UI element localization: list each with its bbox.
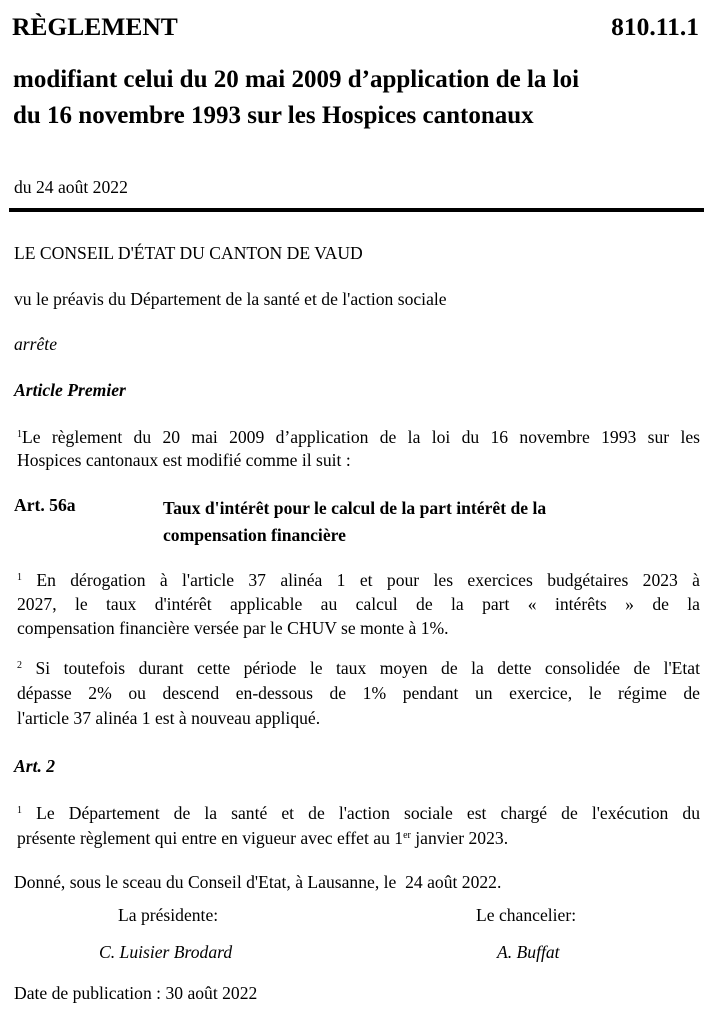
chancellor-name: A. Buffat	[497, 942, 560, 962]
article-1-paragraph: $^1$Le règlement du 20 mai 2009 d’application de la loi du 16 novembre 1993 sur les Hospices cantonaux est modifié comme il suit :	[17, 427, 700, 470]
authority: LE CONSEIL D'ÉTAT DU CANTON DE VAUD	[14, 243, 363, 263]
paragraph-number: 1	[17, 572, 22, 583]
art-56a-paragraph-2: $^2$ Si toutefois durant cette période le taux moyen de la dette consolidée de l'Etat dépasse 2% ou descend en-dessous de 1% pendant un exercice, le régime de l'article 37 alinéa 1 est à nouveau appliqué.	[17, 658, 700, 728]
paragraph-number: 1	[17, 429, 22, 440]
document-subtitle	[13, 62, 703, 134]
subtitle-line-2: du 16 novembre 1993 sur les Hospices cantonaux	[13, 102, 534, 129]
document-date: du 24 août 2022	[14, 177, 128, 197]
art-56a-title: Taux d'intérêt pour le calcul de la part intérêt de la compensation financière	[163, 498, 547, 545]
given-under-seal: Donné, sous le sceau du Conseil d'Etat, à Lausanne, le 24 août 2022.	[14, 872, 502, 892]
article-1-heading: Article Premier	[14, 380, 126, 400]
document-reference: 810.11.1	[611, 12, 699, 41]
subtitle-line-1: modifiant celui du 20 mai 2009 d’application de la loi	[13, 66, 580, 93]
paragraph-number: 2	[17, 660, 22, 671]
paragraph-number: 1	[17, 805, 22, 816]
considering: vu le préavis du Département de la santé et de l'action sociale	[14, 289, 447, 309]
article-2-paragraph: $^1$ Le Département de la santé et de l'action sociale est chargé de l'exécution du présente règlement qui entre en vigueur avec effet au 1er janvier 2023.	[17, 803, 700, 848]
header-rule	[9, 208, 704, 212]
publication-date: Date de publication : 30 août 2022	[14, 983, 258, 1003]
art-56a-label: Art. 56a	[14, 495, 76, 515]
article-2-heading: Art. 2	[14, 756, 56, 776]
president-name: C. Luisier Brodard	[99, 942, 233, 962]
decrees: arrête	[14, 334, 57, 354]
chancellor-role: Le chancelier:	[476, 905, 577, 925]
document-title: RÈGLEMENT	[12, 12, 178, 41]
art-56a-paragraph-1: $^1$ En dérogation à l'article 37 alinéa 1 et pour les exercices budgétaires 2023 à 2027, le taux d'intérêt applicable au calcul de la part « intérêts » de la compensation financière versée par le CHUV se monte à 1%.	[17, 570, 700, 638]
president-role: La présidente:	[118, 905, 219, 925]
